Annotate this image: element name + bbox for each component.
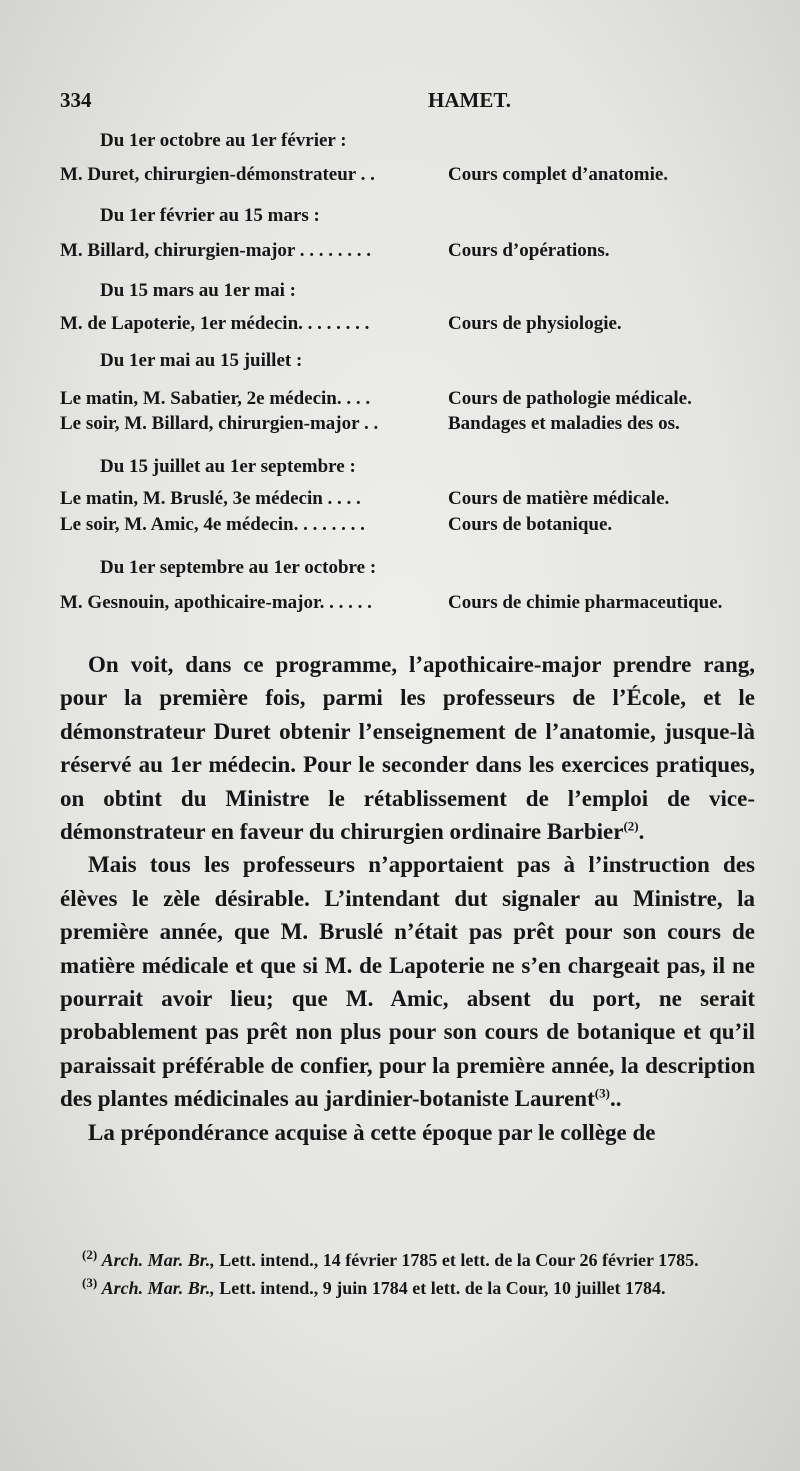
schedule-row [60, 313, 760, 339]
schedule-row [60, 413, 760, 439]
schedule-instructor: M. Billard, chirurgien-major . . . . . . . . [60, 240, 372, 261]
running-title: HAMET. [428, 88, 512, 112]
schedule-row [60, 514, 760, 540]
footnotes [60, 1246, 755, 1302]
footnote-text: Lett. intend., 9 juin 1784 et lett. de la Cour, 10 juillet 1784. [219, 1278, 666, 1298]
schedule-row [60, 488, 760, 514]
schedule-row [60, 592, 760, 618]
paragraph-text: La prépondérance acquise à cette époque par le collège de [88, 1119, 656, 1145]
footnote-source: Arch. Mar. Br., [101, 1250, 215, 1270]
schedule-instructor: M. Gesnouin, apothicaire-major. . . . . . [60, 592, 372, 613]
footnote-mark: (3) [82, 1275, 98, 1290]
footnote [60, 1246, 755, 1274]
paragraph [60, 648, 755, 848]
schedule-course: Cours de pathologie médicale. [448, 388, 692, 409]
schedule-period: Du 15 juillet au 1er septembre : [100, 456, 356, 477]
schedule-course: Cours de botanique. [448, 514, 613, 535]
paragraph [60, 848, 755, 1115]
schedule-row [60, 164, 760, 190]
paragraph-text: On voit, dans ce programme, l’apothicaire-major prendre rang, pour la première fois, parmi les professeurs de l’École, et le démonstrateur Duret obtenir l’enseignement de l’anatomie, jusque-là réservé au 1er médecin. Pour le seconder dans les exercices pratiques, on obtint du Ministre le rétablissement de l’emploi de vice-démonstrateur en faveur du chirurgien ordinaire Barbier [60, 652, 755, 845]
schedule-instructor: M. de Lapoterie, 1er médecin. . . . . . . . [60, 313, 370, 334]
footnote-ref: (3) [594, 1085, 610, 1101]
footnote [60, 1274, 755, 1302]
paragraph-tail: .. [609, 1086, 622, 1112]
schedule-course: Cours complet d’anatomie. [448, 164, 669, 185]
schedule-period: Du 1er octobre au 1er février : [100, 130, 347, 151]
footnote-ref: (2) [623, 818, 639, 834]
schedule-period: Du 1er mai au 15 juillet : [100, 350, 303, 371]
schedule-instructor: Le soir, M. Billard, chirurgien-major . . [60, 413, 379, 434]
schedule-course: Cours de physiologie. [448, 313, 622, 334]
footnote-text: Lett. intend., 14 février 1785 et lett. de la Cour 26 février 1785. [219, 1250, 699, 1270]
footnote-mark: (2) [82, 1247, 98, 1262]
body-text [60, 648, 755, 1149]
page-number: 334 [60, 88, 92, 112]
schedule-course: Bandages et maladies des os. [448, 413, 680, 434]
schedule-row [60, 240, 760, 266]
paragraph [60, 1116, 755, 1149]
schedule-course: Cours de matière médicale. [448, 488, 670, 509]
schedule-instructor: M. Duret, chirurgien-démonstrateur . . [60, 164, 375, 185]
running-header [60, 88, 750, 118]
schedule-period: Du 1er février au 15 mars : [100, 205, 320, 226]
schedule-course: Cours d’opérations. [448, 240, 610, 261]
footnote-source: Arch. Mar. Br., [101, 1278, 215, 1298]
paragraph-text: Mais tous les professeurs n’apportaient pas à l’instruction des élèves le zèle désirable. L’intendant dut signaler au Ministre, la première année, que M. Bruslé n’était pas prêt pour son cours de matière médicale et que si M. de Lapoterie ne s’en chargeait pas, il ne pourrait avoir lieu; que M. Amic, absent du port, ne serait probablement pas prêt non plus pour son cours de botanique et qu’il paraissait préférable de confier, pour la première année, la description des plantes médicinales au jardinier-botaniste Laurent [60, 852, 755, 1112]
schedule-period: Du 15 mars au 1er mai : [100, 280, 296, 301]
schedule-row [60, 388, 760, 414]
schedule-course: Cours de chimie pharmaceutique. [448, 592, 723, 613]
paragraph-tail: . [638, 819, 645, 845]
schedule-period: Du 1er septembre au 1er octobre : [100, 557, 377, 578]
schedule-instructor: Le matin, M. Sabatier, 2e médecin. . . . [60, 388, 371, 409]
schedule-instructor: Le soir, M. Amic, 4e médecin. . . . . . . . [60, 514, 365, 535]
schedule-instructor: Le matin, M. Bruslé, 3e médecin . . . . [60, 488, 361, 509]
